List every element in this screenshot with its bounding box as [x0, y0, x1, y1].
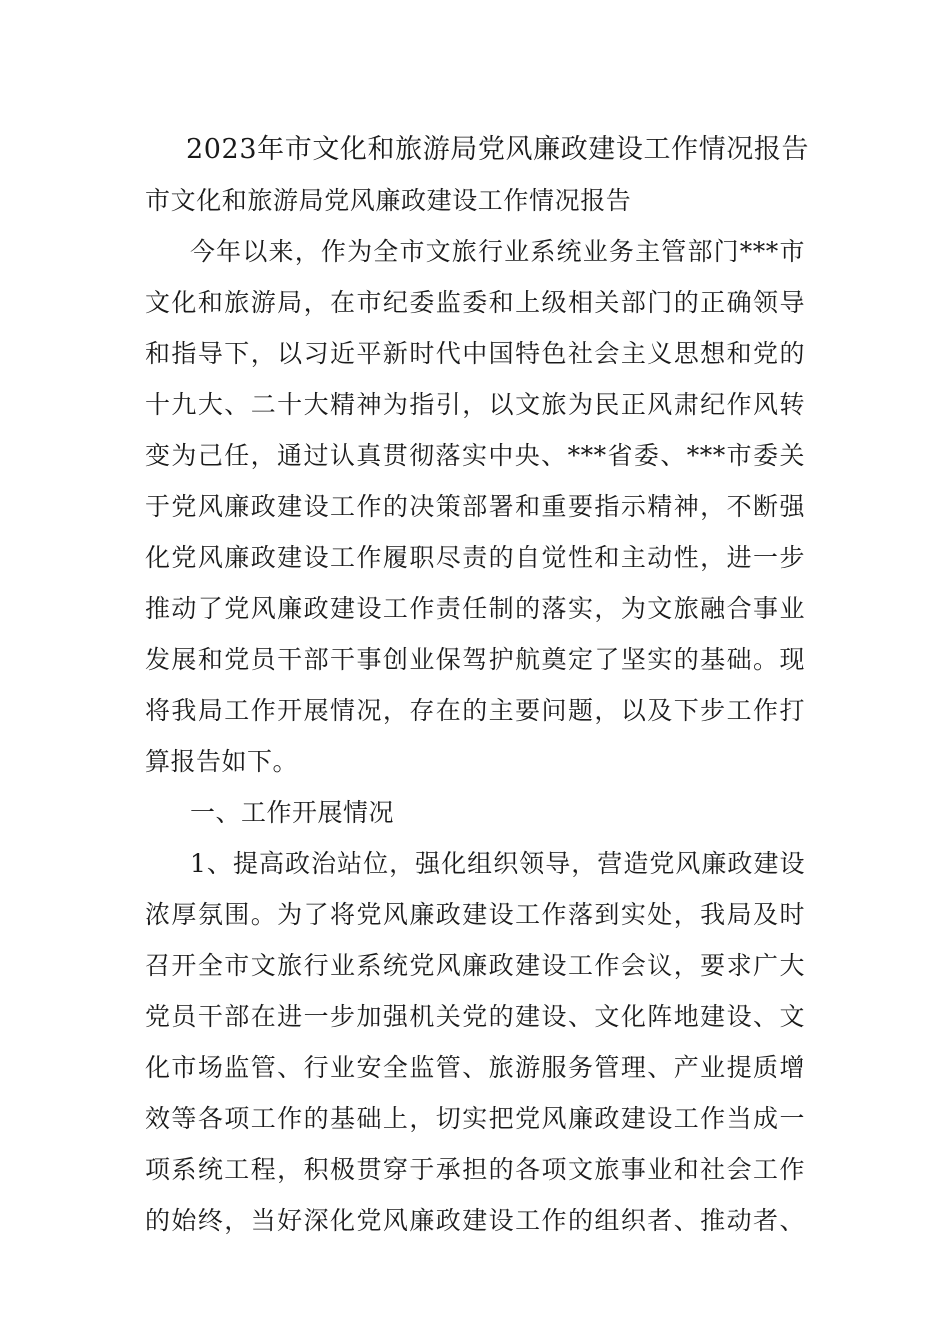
paragraph-line: 党员干部在进一步加强机关党的建设、文化阵地建设、文	[145, 1002, 805, 1031]
paragraph-line: 和指导下，以习近平新时代中国特色社会主义思想和党的	[145, 339, 805, 368]
document-title: 2023年市文化和旅游局党风廉政建设工作情况报告	[186, 134, 810, 165]
paragraph-line: 推动了党风廉政建设工作责任制的落实，为文旅融合事业	[145, 594, 805, 623]
paragraph-line: 效等各项工作的基础上，切实把党风廉政建设工作当成一	[145, 1104, 805, 1133]
paragraph-line: 于党风廉政建设工作的决策部署和重要指示精神，不断强	[145, 492, 805, 521]
paragraph-line: 发展和党员干部干事创业保驾护航奠定了坚实的基础。现	[145, 645, 805, 674]
paragraph-line: 今年以来，作为全市文旅行业系统业务主管部门***市	[190, 237, 805, 266]
paragraph-line: 十九大、二十大精神为指引，以文旅为民正风肃纪作风转	[145, 390, 805, 419]
document-subtitle: 市文化和旅游局党风廉政建设工作情况报告	[145, 186, 632, 215]
paragraph-line: 化党风廉政建设工作履职尽责的自觉性和主动性，进一步	[145, 543, 805, 572]
paragraph-line: 化市场监管、行业安全监管、旅游服务管理、产业提质增	[145, 1053, 805, 1082]
paragraph-line: 项系统工程，积极贯穿于承担的各项文旅事业和社会工作	[145, 1155, 805, 1184]
paragraph-line: 变为己任，通过认真贯彻落实中央、***省委、***市委关	[145, 441, 805, 470]
paragraph-line: 将我局工作开展情况，存在的主要问题，以及下步工作打	[145, 696, 805, 725]
paragraph-line: 召开全市文旅行业系统党风廉政建设工作会议，要求广大	[145, 951, 805, 980]
paragraph-line: 1、提高政治站位，强化组织领导，营造党风廉政建设	[190, 849, 805, 878]
paragraph-line: 的始终，当好深化党风廉政建设工作的组织者、推动者、	[145, 1206, 805, 1235]
paragraph-line: 浓厚氛围。为了将党风廉政建设工作落到实处，我局及时	[145, 900, 805, 929]
section-heading: 一、工作开展情况	[190, 798, 395, 827]
paragraph-line: 文化和旅游局，在市纪委监委和上级相关部门的正确领导	[145, 288, 805, 317]
paragraph-line: 算报告如下。	[145, 747, 299, 776]
